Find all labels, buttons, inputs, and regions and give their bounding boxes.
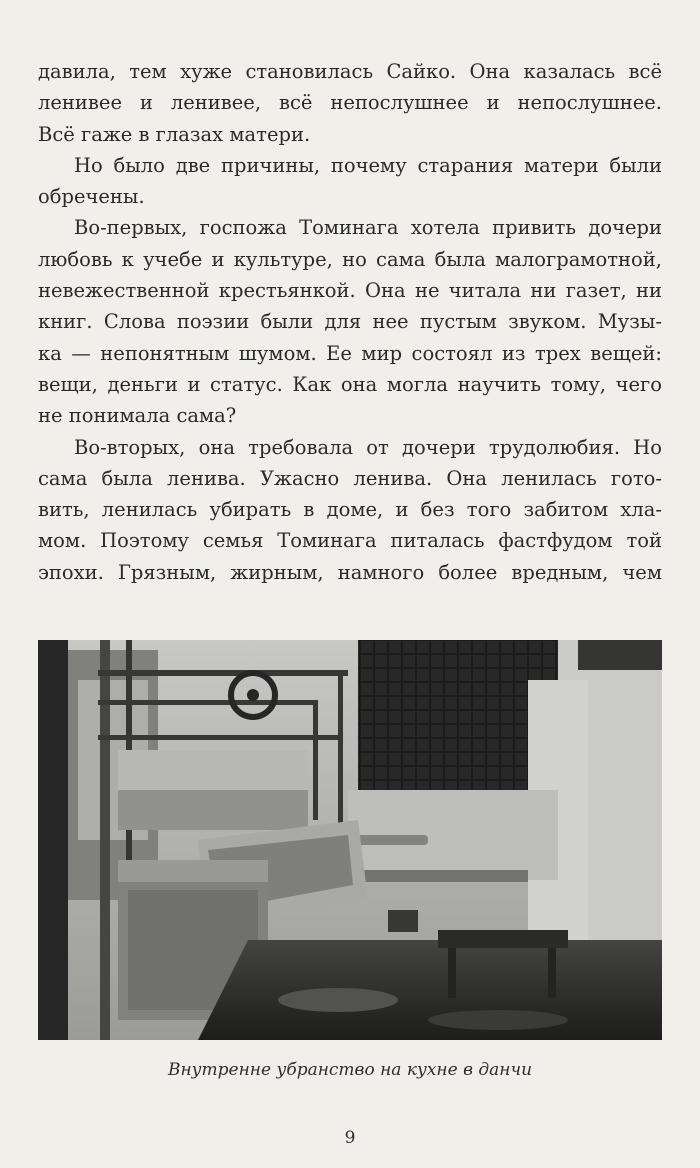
text-block bbox=[38, 56, 662, 588]
text-line: не понимала сама? bbox=[38, 404, 237, 428]
kitchen-photo-image bbox=[38, 640, 662, 1040]
text-line: Но было две причины, почему старания матери были bbox=[74, 153, 662, 177]
text-line: Во-первых, госпожа Томинага хотела привить дочери bbox=[74, 216, 662, 240]
text-line: ленивее и ленивее, всё непослушнее и непослушнее. bbox=[38, 91, 662, 115]
text-line: мом. Поэтому семья Томинага питалась фастфудом той bbox=[38, 529, 662, 553]
text-line: давила, тем хуже становилась Сайко. Она казалась всё bbox=[38, 60, 662, 83]
text-line: ка — непонятным шумом. Ее мир состоял из трех вещей: bbox=[38, 341, 662, 365]
body-text bbox=[38, 56, 662, 588]
kitchen-photo bbox=[38, 640, 662, 1040]
text-line: книг. Слова поэзии были для нее пустым звуком. Музы- bbox=[38, 310, 662, 334]
text-line: вещи, деньги и статус. Как она могла научить тому, чего bbox=[38, 372, 662, 396]
text-line: сама была ленива. Ужасно ленива. Она ленилась гото- bbox=[38, 466, 662, 490]
text-line: обречены. bbox=[38, 185, 145, 209]
photo-caption: Внутренне убранство на кухне в данчи bbox=[167, 1060, 533, 1080]
text-line: Всё гаже в глазах матери. bbox=[38, 122, 311, 146]
text-line: вить, ленилась убирать в доме, и без того забитом хла- bbox=[38, 498, 662, 522]
text-line: Во-вторых, она требовала от дочери трудолюбия. Но bbox=[74, 435, 662, 459]
text-line: эпохи. Грязным, жирным, намного более вредным, чем bbox=[38, 560, 662, 584]
page-number: 9 bbox=[344, 1128, 356, 1148]
text-line: любовь к учебе и культуре, но сама была малограмотной, bbox=[38, 247, 662, 271]
text-line: невежественной крестьянкой. Она не читала ни газет, ни bbox=[38, 279, 662, 303]
